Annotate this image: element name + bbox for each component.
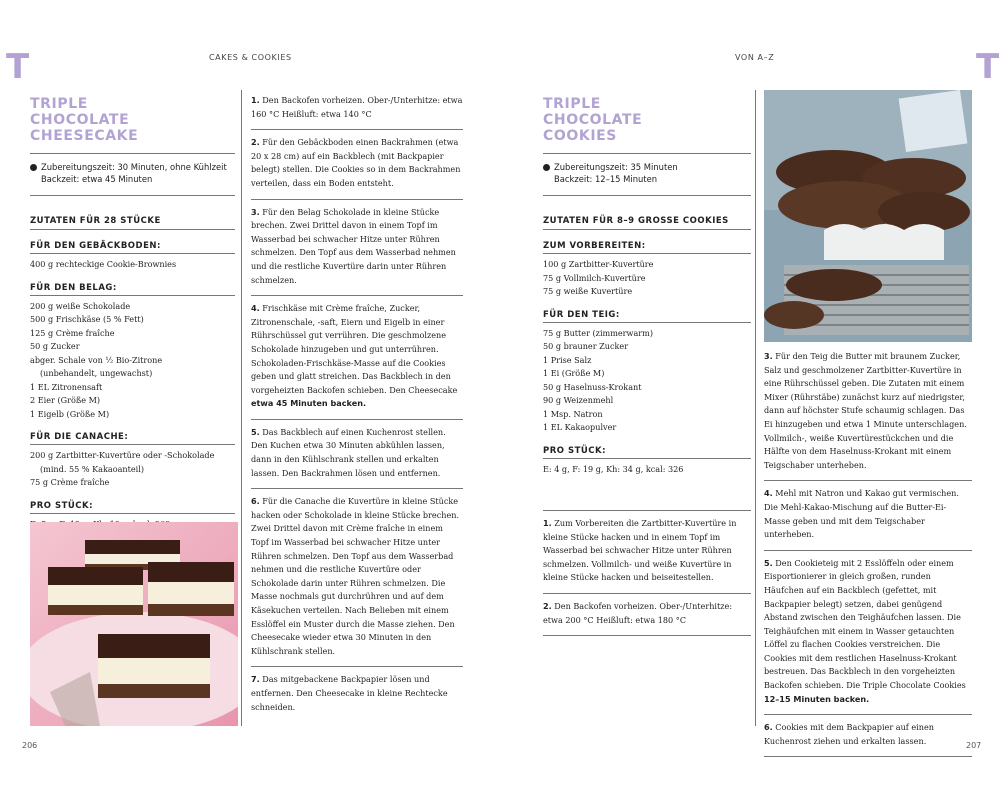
cheesecake-photo [30,522,238,726]
recipe-meta [543,162,751,185]
column-rule [241,90,242,726]
divider [543,153,751,154]
ingredient-item: 1 Ei (Größe M) [543,368,605,378]
running-head-left: CAKES & COOKIES [209,53,292,62]
nutrition-heading: PRO STÜCK: [543,446,751,459]
step: 5. Das Backblech auf einen Kuchenrost stellen. Den Kuchen etwa 30 Minuten abkühlen lassen, dann in den Kühlschrank stellen und erkalten lassen. Den Backrahmen lösen und entfernen. [251,420,463,489]
ingredient-item: 125 g Crème fraîche [30,327,115,338]
ingredient-item: 75 g weiße Kuvertüre [543,286,633,296]
recipe-meta [30,162,235,185]
divider [30,153,235,154]
ingredient-item: 500 g Frischkäse (5 % Fett) [30,314,144,324]
ingredient-item: 1 Eigelb (Größe M) [30,408,110,419]
ingredient-group-heading: FÜR DEN BELAG: [30,283,235,296]
thumb-letter-left: T [6,47,30,87]
step: 6. Für die Canache die Kuvertüre in kleine Stücke hacken oder Schokolade in kleine Stücke brechen. Zwei Drittel davon mit Crème fraîche in einem Topf im Wasserbad bei schwacher Hitze unter Rühren schmelzen. Den Topf aus dem Wasserbad nehmen und die restliche Kuvertüre oder Schokolade darin unter Rühren schmelzen. Die Masse nochmals gut durchrühren und auf dem Käsekuchen verteilen. Nach Belieben mit einem Esslöffel ein Muster durch die Masse ziehen. Den Cheesecake wieder etwa 30 Minuten in den Kühlschrank stellen. [251,489,463,667]
ingredient-item: 75 g Vollmilch-Kuvertüre [543,272,646,283]
ingredient-item: 200 g Zartbitter-Kuvertüre oder -Schokolade (mind. 55 % Kakaoanteil) [30,450,215,474]
step: 6. Cookies mit dem Backpapier auf einen Kuchenrost ziehen und erkalten lassen. [764,715,972,757]
recipe-title: TRIPLE CHOCOLATE COOKIES [543,96,643,144]
ingredient-group-heading: FÜR DEN GEBÄCKBODEN: [30,241,235,254]
step: 2. Den Backofen vorheizen. Ober-/Unterhitze: etwa 200 °C Heißluft: etwa 180 °C [543,594,751,636]
ingredient-item: 400 g rechteckige Cookie-Brownies [30,259,177,269]
ingredient-item: 50 g Zucker [30,341,80,351]
ingredient-item: 75 g Crème fraîche [30,477,110,487]
ingredients-heading: ZUTATEN FÜR 28 STÜCKE [30,216,235,230]
ingredient-group-heading: FÜR DEN TEIG: [543,310,751,323]
ingredient-item: abger. Schale von ½ Bio-Zitrone (unbehandelt, ungewachst) [30,354,163,378]
step: 4. Mehl mit Natron und Kakao gut vermischen. Die Mehl-Kakao-Mischung auf die Butter-Ei-Masse geben und mit dem Teigschaber unterheben. [764,481,972,550]
prep-time: Zubereitungszeit: 35 Minuten [554,162,678,172]
step: 5. Den Cookieteig mit 2 Esslöffeln oder einem Eisportionierer in gleich großen, runden Häufchen auf ein Backblech (gefettet, mit Backpapier belegt) setzen, dabei genügend Abstand zwischen den Teighäufchen lassen. Die Teighäufchen mit einem in Wasser getauchten Löffel zu flachen Cookies verstreichen. Die Cookies mit dem restlichen Haselnuss-Krokant bestreuen. Das Backblech in den vorgeheizten Backofen schieben. Die Triple Chocolate Cookies 12–15 Minuten backen. [764,551,972,716]
cookies-steps-column [764,344,972,757]
clock-icon [30,164,37,171]
step: 2. Für den Gebäckboden einen Backrahmen (etwa 20 x 28 cm) auf ein Backblech (mit Backpapier belegt) stellen. Die Cookies so in dem Backrahmen verteilen, dass ein Boden entsteht. [251,130,463,199]
ingredient-item: 2 Eier (Größe M) [30,395,101,405]
ingredient-item: 1 EL Zitronensaft [30,381,103,392]
step: 7. Das mitgebackene Backpapier lösen und entfernen. Den Cheesecake in kleine Rechtecke schneiden. [251,674,448,712]
ingredient-item: 75 g Butter (zimmerwarm) [543,327,653,338]
ingredient-item: 1 EL Kakaopulver [543,422,617,432]
thumb-letter-right: T [976,47,1000,87]
ingredient-item: 50 g brauner Zucker [543,341,629,351]
bake-time: Backzeit: etwa 45 Minuten [41,173,153,184]
prep-time: Zubereitungszeit: 30 Minuten, ohne Kühlzeit [41,162,227,172]
step: 4. Frischkäse mit Crème fraîche, Zucker, Zitronenschale, -saft, Eiern und Eigelb in einer Rührschüssel gut verrühren. Die geschmolzene Schokolade hinzugeben und gut unterrühren. Schokoladen-Frischkäse-Masse auf die Cookies geben und glatt streichen. Das Backblech in den vorgeheizten Backofen schieben. Den Cheesecake etwa 45 Minuten backen. [251,296,463,420]
page-number-left: 206 [22,741,38,750]
cheesecake-ingredients-column [30,96,235,531]
ingredient-item: 1 Msp. Natron [543,408,603,419]
divider [543,195,751,196]
ingredient-item: 90 g Weizenmehl [543,395,614,405]
recipe-title: TRIPLE CHOCOLATE CHEESECAKE [30,96,139,144]
column-rule [755,90,756,726]
ingredient-item: 200 g weiße Schokolade [30,300,131,311]
bake-time: Backzeit: 12–15 Minuten [554,173,658,184]
ingredient-group-heading: ZUM VORBEREITEN: [543,241,751,254]
ingredients-heading: ZUTATEN FÜR 8–9 GROSSE COOKIES [543,216,751,230]
nutrition-values: E: 4 g, F: 19 g, Kh: 34 g, kcal: 326 [543,463,684,474]
cookies-photo [764,90,972,342]
running-head-right: VON A–Z [735,53,775,62]
ingredient-group-heading: FÜR DIE CANACHE: [30,432,235,445]
step: 3. Für den Teig die Butter mit braunem Zucker, Salz und geschmolzener Zartbitter-Kuvertüre in eine Rührschüssel geben. Die Zutaten mit einem Mixer (Rührstäbe) zunächst kurz auf niedrigster, dann auf höchster Stufe schaumig schlagen. Das Ei hinzugeben und etwa 1 Minute unterschlagen. Vollmilch-, weiße Kuvertürestückchen und die Hälfte von dem Haselnuss-Krokant mit einem Teigschaber unterheben. [764,344,972,481]
ingredient-item: 50 g Haselnuss-Krokant [543,381,642,392]
step: 3. Für den Belag Schokolade in kleine Stücke brechen. Zwei Drittel davon in einem Topf im Wasserbad bei schwacher Hitze unter Rühren schmelzen. Den Topf aus dem Wasserbad nehmen und die restliche Kuvertüre darin unter Rühren schmelzen. [251,200,463,297]
nutrition-heading: PRO STÜCK: [30,501,235,514]
ingredient-item: 100 g Zartbitter-Kuvertüre [543,259,654,269]
clock-icon [543,164,550,171]
cookies-ingredients-column [543,96,751,636]
step: 1. Zum Vorbereiten die Zartbitter-Kuvertüre in kleine Stücke hacken und in einem Topf im Wasserbad bei schwacher Hitze unter Rühren schmelzen. Vollmilch- und weiße Kuvertüre in kleine Stücke hacken und beiseitestellen. [543,511,751,594]
step: 1. Den Backofen vorheizen. Ober-/Unterhitze: etwa 160 °C Heißluft: etwa 140 °C [251,88,463,130]
cheesecake-steps-column [251,88,463,722]
page-number-right: 207 [966,741,982,750]
divider [30,195,235,196]
ingredient-item: 1 Prise Salz [543,354,592,365]
